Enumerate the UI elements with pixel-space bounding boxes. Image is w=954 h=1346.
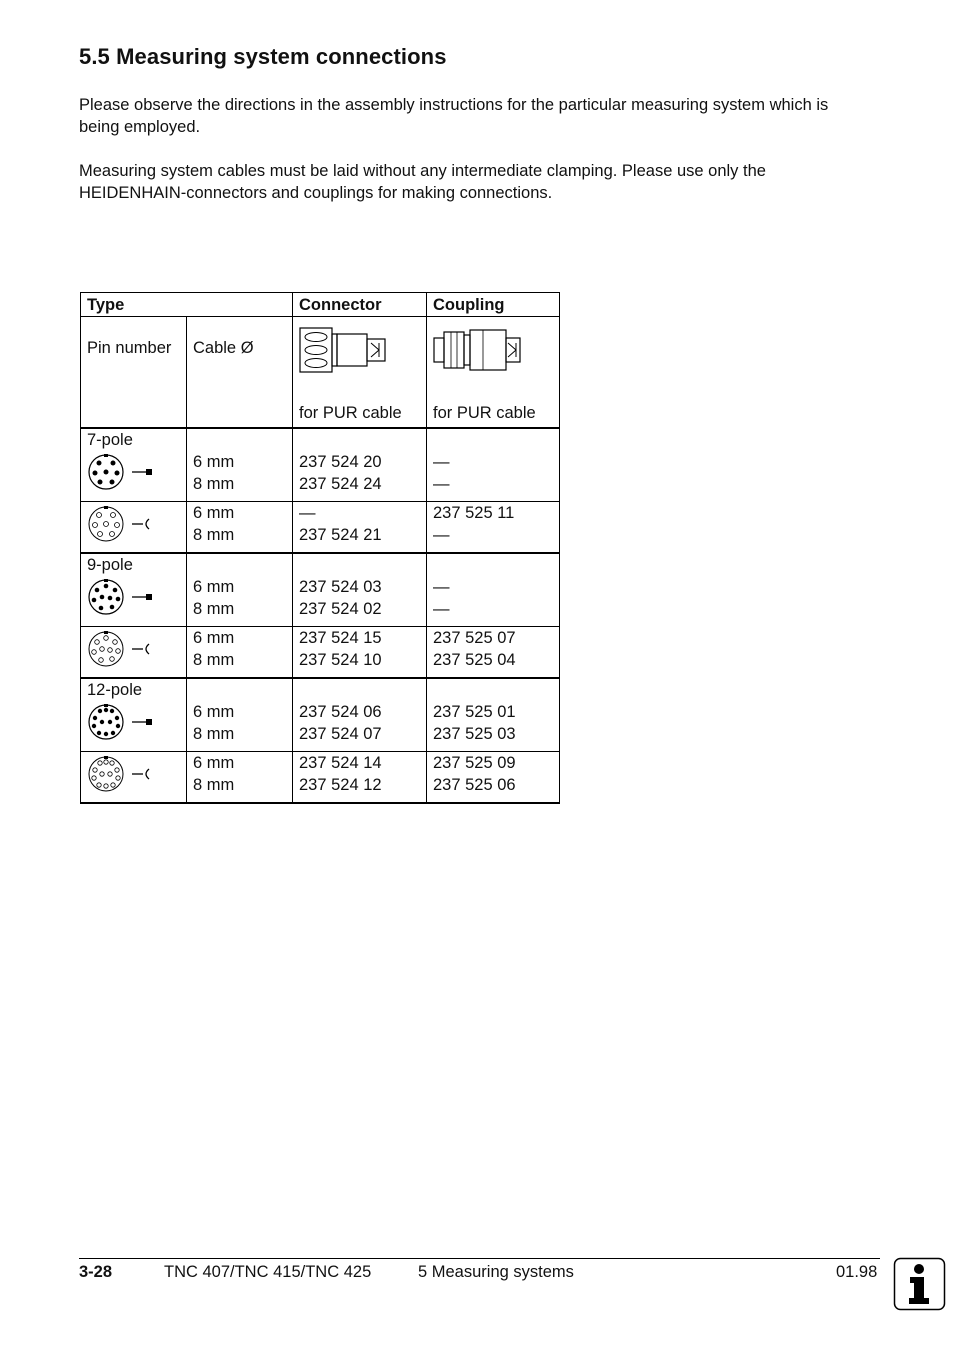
connector-id: 237 524 21	[299, 526, 382, 544]
coupling-id: 237 525 07	[433, 629, 516, 647]
cable-size: 8 mm	[193, 526, 235, 544]
female-socket-icon	[131, 642, 153, 656]
table-row-9pole-male	[81, 553, 560, 627]
table-row-12pole-male	[81, 678, 560, 752]
female-socket-icon	[131, 767, 153, 781]
subheader-cable: Cable Ø	[187, 317, 293, 429]
cable-size: 8 mm	[193, 651, 235, 669]
male-pin-icon	[131, 592, 153, 602]
cable-size: 6 mm	[193, 754, 235, 772]
connector-note: for PUR cable	[299, 404, 402, 422]
connector-id: 237 524 07	[299, 725, 382, 743]
coupling-icon	[433, 326, 525, 374]
table-row-12pole-female	[81, 752, 560, 804]
coupling-id: —	[433, 526, 450, 544]
pin-12-male-icon	[87, 703, 125, 741]
page-title: 5.5 Measuring system connections	[79, 44, 447, 69]
coupling-id: —	[433, 600, 450, 618]
coupling-id: 237 525 06	[433, 776, 516, 794]
cable-size: 8 mm	[193, 776, 235, 794]
coupling-id: —	[433, 578, 450, 596]
footer-page-number: 3-28	[79, 1263, 113, 1281]
coupling-id: —	[433, 453, 450, 471]
cable-size: 6 mm	[193, 453, 235, 471]
connector-id: 237 524 15	[299, 629, 382, 647]
paragraph-assembly: Please observe the directions in the assembly instructions for the particular measuring system which is being employed.	[79, 96, 829, 136]
pin-12-female-icon	[87, 755, 125, 793]
table-row-7pole-male	[81, 428, 560, 502]
connector-id: 237 524 12	[299, 776, 382, 794]
connector-id: 237 524 14	[299, 754, 382, 772]
coupling-header-cell	[427, 317, 560, 429]
connector-id: 237 524 02	[299, 600, 382, 618]
pin-9-female-icon	[87, 630, 125, 668]
male-pin-icon	[131, 717, 153, 727]
footer-chapter: 5 Measuring systems	[418, 1263, 574, 1281]
coupling-id: —	[433, 475, 450, 493]
connector-id: 237 524 24	[299, 475, 382, 493]
coupling-id: 237 525 04	[433, 651, 516, 669]
connector-id: 237 524 20	[299, 453, 382, 471]
header-connector: Connector	[293, 293, 427, 317]
cable-size: 8 mm	[193, 725, 235, 743]
info-icon[interactable]	[893, 1257, 946, 1311]
cable-size: 8 mm	[193, 475, 235, 493]
connector-id: 237 524 06	[299, 703, 382, 721]
connector-id: 237 524 10	[299, 651, 382, 669]
pole-label-9: 9-pole	[87, 556, 133, 574]
connector-icon	[299, 326, 389, 374]
pin-7-male-icon	[87, 453, 125, 491]
footer-divider	[79, 1258, 880, 1259]
connector-id: —	[299, 504, 316, 522]
cable-size: 8 mm	[193, 600, 235, 618]
header-type: Type	[81, 293, 293, 317]
connections-table	[80, 292, 560, 804]
female-socket-icon	[131, 517, 153, 531]
cable-size: 6 mm	[193, 504, 235, 522]
cable-size: 6 mm	[193, 703, 235, 721]
cable-size: 6 mm	[193, 578, 235, 596]
subheader-pin-number: Pin number	[81, 317, 187, 429]
paragraph-cables: Measuring system cables must be laid without any intermediate clamping. Please use only the HEIDENHAIN-connectors and couplings for making connections.	[79, 162, 766, 202]
coupling-id: 237 525 01	[433, 703, 516, 721]
pole-label-12: 12-pole	[87, 681, 143, 699]
coupling-id: 237 525 03	[433, 725, 516, 743]
pole-label-7: 7-pole	[87, 431, 133, 449]
table-row-7pole-female	[81, 502, 560, 554]
footer-date: 01.98	[836, 1263, 878, 1281]
pin-7-female-icon	[87, 505, 125, 543]
coupling-id: 237 525 11	[433, 504, 515, 522]
table-row-9pole-female	[81, 627, 560, 679]
coupling-note: for PUR cable	[433, 404, 536, 422]
connector-id: 237 524 03	[299, 578, 382, 596]
pin-9-male-icon	[87, 578, 125, 616]
cable-size: 6 mm	[193, 629, 235, 647]
header-coupling: Coupling	[427, 293, 560, 317]
coupling-id: 237 525 09	[433, 754, 516, 772]
footer-model: TNC 407/TNC 415/TNC 425	[164, 1263, 372, 1281]
connector-header-cell	[293, 317, 427, 429]
male-pin-icon	[131, 467, 153, 477]
